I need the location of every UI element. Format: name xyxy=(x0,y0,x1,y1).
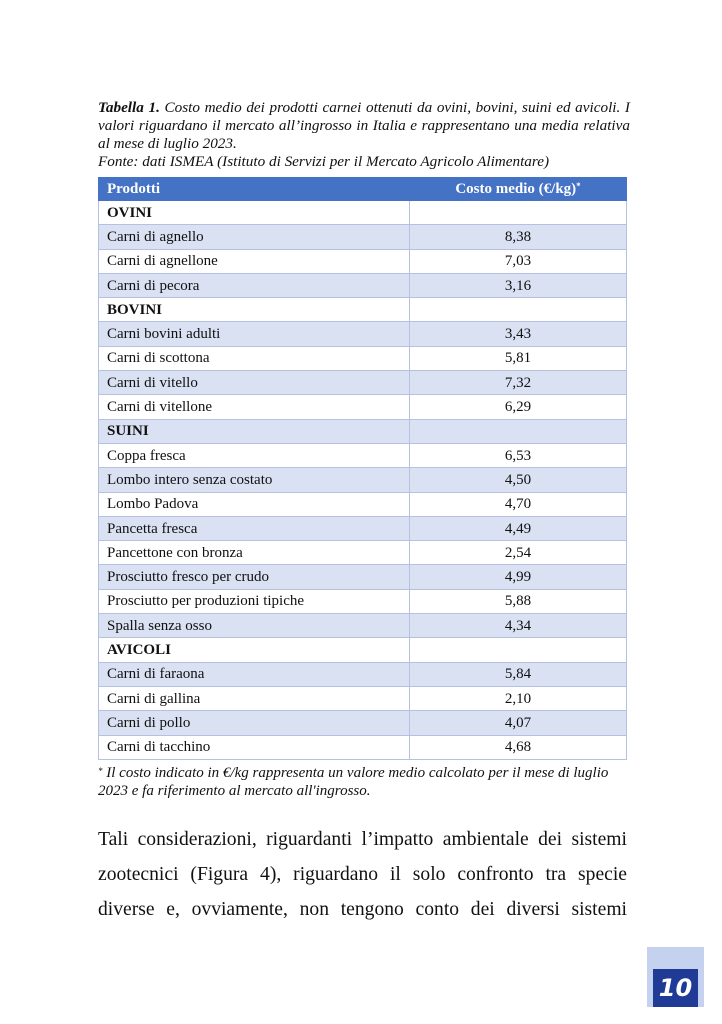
cost-value: 2,54 xyxy=(410,541,627,565)
header-products: Prodotti xyxy=(99,178,410,201)
table-row xyxy=(99,443,627,467)
table-row xyxy=(99,395,627,419)
product-name: Carni di scottona xyxy=(99,346,410,370)
cost-value: 4,99 xyxy=(410,565,627,589)
product-name: Pancettone con bronza xyxy=(99,541,410,565)
product-name: Spalla senza osso xyxy=(99,614,410,638)
page-number-badge xyxy=(647,947,704,1007)
table-row xyxy=(99,273,627,297)
table-group-row xyxy=(99,201,627,225)
category-name: SUINI xyxy=(99,419,410,443)
category-name: AVICOLI xyxy=(99,638,410,662)
table-group-row xyxy=(99,419,627,443)
table-row xyxy=(99,371,627,395)
header-cost xyxy=(410,178,627,201)
cost-value xyxy=(410,419,627,443)
table-row xyxy=(99,225,627,249)
cost-value xyxy=(410,298,627,322)
table-group-row xyxy=(99,298,627,322)
caption-label: Tabella 1. xyxy=(98,99,160,116)
product-name: Pancetta fresca xyxy=(99,516,410,540)
cost-value: 7,32 xyxy=(410,371,627,395)
body-paragraph: Tali considerazioni, riguardanti l’impatto ambientale dei sistemi zootecnici (Figura 4), riguardano il solo confronto tra specie diverse e, ovviamente, non tengono conto dei diversi sistemi xyxy=(98,829,627,920)
product-name: Carni di tacchino xyxy=(99,735,410,759)
caption-text: Costo medio dei prodotti carnei ottenuti da ovini, bovini, suini ed avicoli. I valori riguardano il mercato all’ingrosso in Italia e rappresentano una media relativa al mese di luglio 2023. xyxy=(98,99,630,152)
table-row xyxy=(99,492,627,516)
page-number: 10 xyxy=(653,969,698,1007)
product-name: Prosciutto fresco per crudo xyxy=(99,565,410,589)
table-row xyxy=(99,711,627,735)
cost-value xyxy=(410,201,627,225)
cost-value: 6,53 xyxy=(410,443,627,467)
table-row xyxy=(99,468,627,492)
footnote-marker: * xyxy=(98,766,103,776)
product-name: Carni di vitellone xyxy=(99,395,410,419)
cost-value: 4,07 xyxy=(410,711,627,735)
cost-value: 7,03 xyxy=(410,249,627,273)
product-name: Carni bovini adulti xyxy=(99,322,410,346)
table-row xyxy=(99,565,627,589)
table-footnote xyxy=(98,764,638,800)
table-row xyxy=(99,735,627,759)
table-row xyxy=(99,589,627,613)
cost-value: 3,43 xyxy=(410,322,627,346)
cost-value: 4,70 xyxy=(410,492,627,516)
product-name: Carni di gallina xyxy=(99,686,410,710)
cost-value: 4,50 xyxy=(410,468,627,492)
table-row xyxy=(99,516,627,540)
table-caption xyxy=(98,99,630,171)
product-name: Carni di agnellone xyxy=(99,249,410,273)
cost-value: 5,88 xyxy=(410,589,627,613)
cost-value: 5,84 xyxy=(410,662,627,686)
footnote-text: Il costo indicato in €/kg rappresenta un valore medio calcolato per il mese di luglio 2023 e fa riferimento al mercato all'ingrosso. xyxy=(98,765,609,799)
header-cost-marker: * xyxy=(576,181,581,191)
product-name: Carni di pollo xyxy=(99,711,410,735)
cost-value: 2,10 xyxy=(410,686,627,710)
header-cost-label: Costo medio (€/kg) xyxy=(455,181,577,197)
category-name: OVINI xyxy=(99,201,410,225)
table-group-row xyxy=(99,638,627,662)
product-name: Lombo intero senza costato xyxy=(99,468,410,492)
cost-value: 4,68 xyxy=(410,735,627,759)
product-name: Carni di faraona xyxy=(99,662,410,686)
table-row xyxy=(99,322,627,346)
category-name: BOVINI xyxy=(99,298,410,322)
product-name: Lombo Padova xyxy=(99,492,410,516)
product-name: Carni di vitello xyxy=(99,371,410,395)
table-row xyxy=(99,249,627,273)
table-row xyxy=(99,686,627,710)
cost-value: 4,34 xyxy=(410,614,627,638)
cost-table xyxy=(98,177,627,760)
table-row xyxy=(99,346,627,370)
table-row xyxy=(99,614,627,638)
product-name: Carni di pecora xyxy=(99,273,410,297)
table-row xyxy=(99,662,627,686)
cost-value: 5,81 xyxy=(410,346,627,370)
caption-source: Fonte: dati ISMEA (Istituto di Servizi per il Mercato Agricolo Alimentare) xyxy=(98,153,550,170)
product-name: Prosciutto per produzioni tipiche xyxy=(99,589,410,613)
cost-value: 4,49 xyxy=(410,516,627,540)
product-name: Coppa fresca xyxy=(99,443,410,467)
cost-value xyxy=(410,638,627,662)
table-body xyxy=(99,201,627,760)
cost-value: 8,38 xyxy=(410,225,627,249)
product-name: Carni di agnello xyxy=(99,225,410,249)
table-header-row xyxy=(99,178,627,201)
cost-value: 3,16 xyxy=(410,273,627,297)
table-row xyxy=(99,541,627,565)
cost-value: 6,29 xyxy=(410,395,627,419)
